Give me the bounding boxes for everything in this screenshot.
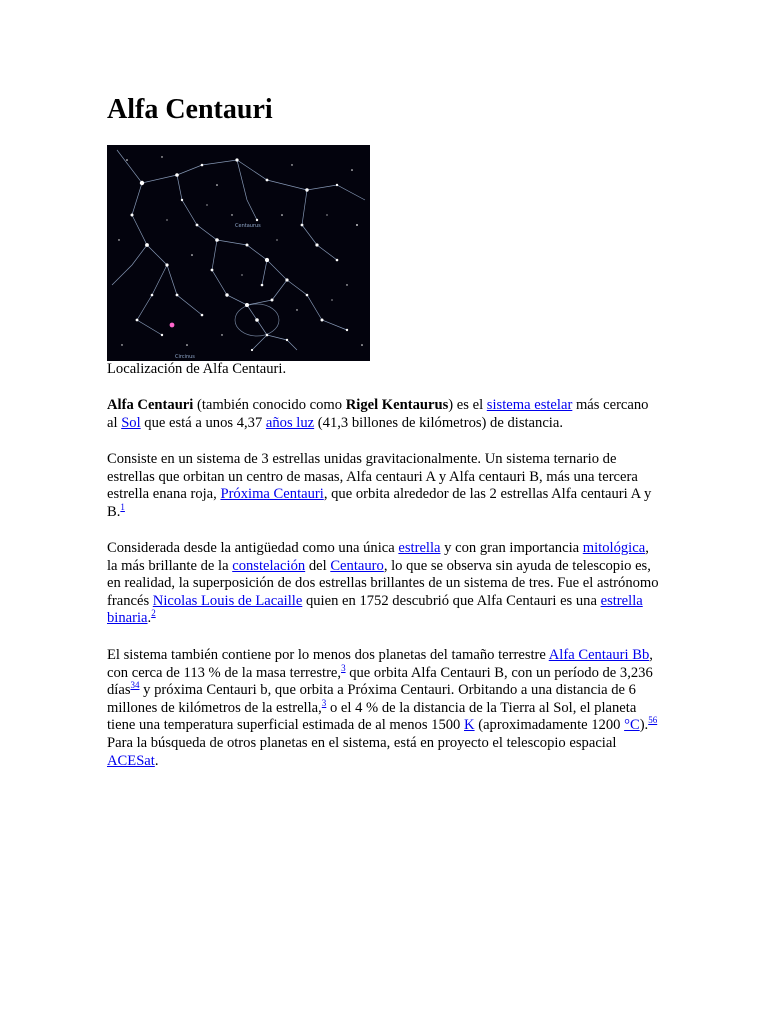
paragraph-history: Considerada desde la antigüedad como una única estrella y con gran importancia mitológica, la más brillante de la constelación del Centauro, lo que se observa sin ayuda de telescopio es, en realidad, la superposición de dos estrellas brillantes de un sistema de tres. Fue el astrónomo francés Nicolas Louis de Lacaille quien en 1752 descubrió que Alfa Centauri es una estrella binaria.$^2$	[107, 540, 659, 627]
sky-label-main: Centaurus	[235, 223, 261, 229]
page-title: Alfa Centauri	[107, 94, 273, 125]
link-proxima-centauri[interactable]: Próxima Centauri	[220, 486, 324, 503]
constellation-map-image	[107, 145, 370, 361]
link-sol[interactable]: Sol	[121, 414, 141, 431]
link-constelacion[interactable]: constelación	[232, 557, 306, 574]
link-acesat[interactable]: ACESat	[107, 752, 155, 769]
paragraph-intro: Alfa Centauri (también conocido como Rigel Kentaurus) es el sistema estelar más cercano al Sol que está a unos 4,37 años luz (41,3 billones de kilómetros) de distancia.	[107, 397, 649, 431]
link-celsius[interactable]: °C	[624, 717, 640, 734]
footnote-link[interactable]: 2	[151, 608, 156, 619]
footnote-link[interactable]: 34	[130, 680, 140, 691]
footnote-link[interactable]: 3	[321, 697, 327, 708]
link-estrella[interactable]: estrella	[398, 540, 441, 556]
link-kelvin[interactable]: K	[464, 717, 475, 734]
link-alfa-centauri-bb[interactable]: Alfa Centauri Bb	[548, 647, 650, 663]
bold-term: Rigel Kentaurus	[345, 397, 449, 413]
footnote-link[interactable]: 1	[120, 501, 125, 512]
link-lacaille[interactable]: Nicolas Louis de Lacaille	[152, 592, 303, 609]
link-anos-luz[interactable]: años luz	[265, 414, 315, 431]
link-centauro[interactable]: Centauro	[330, 557, 384, 574]
sky-label-small: Circinus	[175, 354, 195, 360]
bold-term: Alfa Centauri	[107, 397, 194, 413]
paragraph-planets: El sistema también contiene por lo menos dos planetas del tamaño terrestre Alfa Centauri Bb, con cerca de 113 % de la masa terrestre,$^3$ que orbita Alfa Centauri B, con un período de 3,236 días$^{34}$ y próxima Centauri b, que orbita a Próxima Centauri. Orbitando a una distancia de 6 millones de kilómetros de la estrella,$^3$ o el 4 % de la distancia de la Tierra al Sol, el planeta tiene una temperatura superficial estimada de al menos 1500 K (aproximadamente 1200 °C).$^{56}$ Para la búsqueda de otros planetas en el sistema, está en proyecto el telescopio espacial ACESat.	[107, 647, 658, 769]
paragraph-system: Consiste en un sistema de 3 estrellas unidas gravitacionalmente. Un sistema ternario de estrellas que orbitan un centro de masas, Alfa centauri A y Alfa centauri B, más una tercera estrella enana roja, Próxima Centauri, que orbita alrededor de las 2 estrellas Alfa centauri A y B.$^1$	[107, 451, 652, 520]
link-estrella-binaria[interactable]: estrella binaria	[107, 592, 643, 627]
link-sistema-estelar[interactable]: sistema estelar	[486, 397, 573, 413]
footnote-link[interactable]: 56	[648, 715, 658, 726]
link-mitologica[interactable]: mitológica	[582, 540, 646, 556]
figure-caption: Localización de Alfa Centauri.	[107, 361, 287, 377]
footnote-link[interactable]: 3	[341, 662, 346, 673]
